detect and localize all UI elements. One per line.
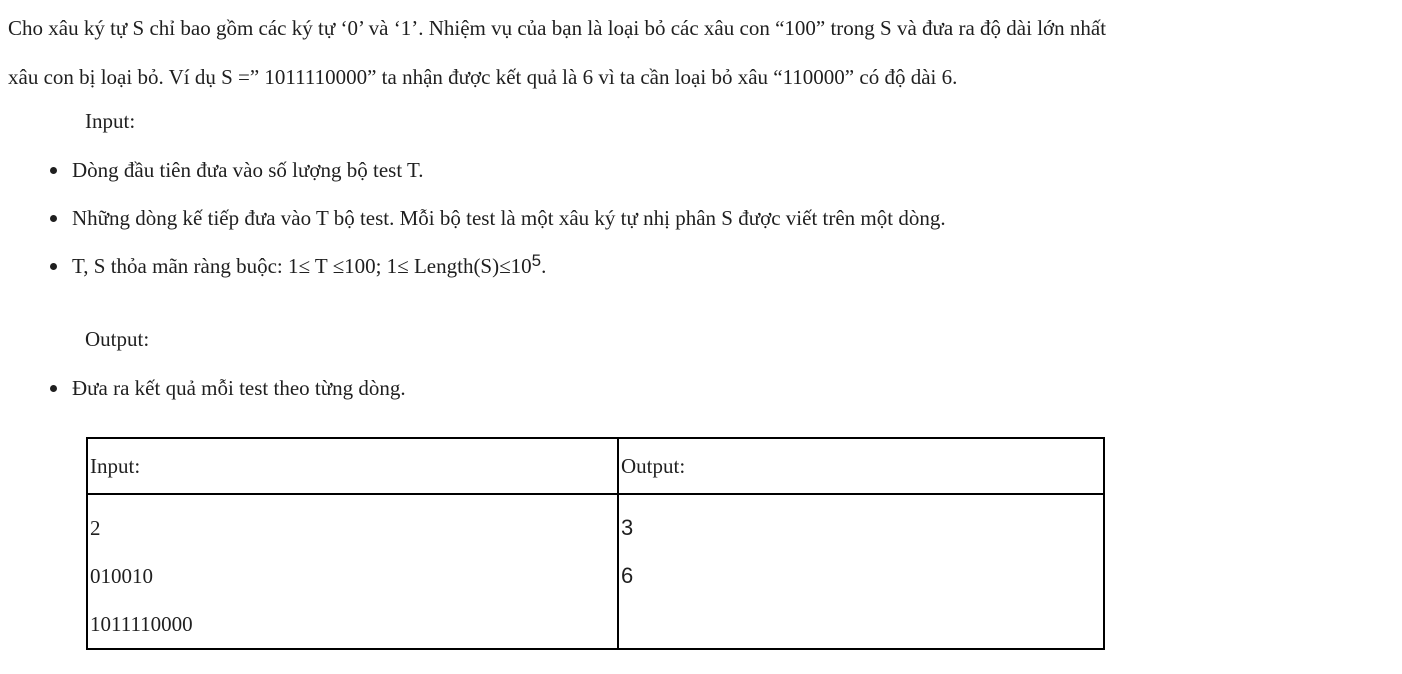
constraint-item bbox=[0, 251, 946, 299]
bullet-icon bbox=[50, 385, 57, 392]
input-spec-text: Dòng đầu tiên đưa vào số lượng bộ test T. bbox=[72, 158, 424, 182]
input-spec-item bbox=[0, 203, 946, 251]
example-output-line: 6 bbox=[621, 563, 634, 588]
example-input-cell bbox=[87, 494, 618, 649]
bullet-icon bbox=[50, 167, 57, 174]
example-table-header-row bbox=[87, 438, 1104, 494]
input-spec-list bbox=[0, 155, 946, 299]
constraint-exponent: 5 bbox=[531, 251, 542, 270]
constraint-text: T, S thỏa mãn ràng buộc: 1≤ T ≤100; 1≤ Length(S)≤10 bbox=[72, 254, 532, 278]
example-output-lines bbox=[619, 495, 1103, 600]
example-output-header: Output: bbox=[621, 454, 686, 478]
example-input-line: 010010 bbox=[90, 564, 153, 588]
example-output-cell bbox=[618, 494, 1104, 649]
example-table-row bbox=[87, 494, 1104, 649]
bullet-icon bbox=[50, 263, 57, 270]
output-spec-text: Đưa ra kết quả mỗi test theo từng dòng. bbox=[72, 376, 406, 400]
problem-description-line-1: Cho xâu ký tự S chỉ bao gồm các ký tự ‘0’ và ‘1’. Nhiệm vụ của bạn là loại bỏ các xâu con “100” trong S và đưa ra độ dài lớn nhất bbox=[8, 16, 1107, 40]
input-heading: Input: bbox=[85, 109, 136, 133]
bullet-icon bbox=[50, 215, 57, 222]
example-output-header-cell bbox=[618, 438, 1104, 494]
example-input-lines bbox=[88, 495, 617, 648]
example-input-line: 1011110000 bbox=[90, 612, 193, 636]
input-spec-item bbox=[0, 155, 946, 203]
input-spec-text: Những dòng kế tiếp đưa vào T bộ test. Mỗi bộ test là một xâu ký tự nhị phân S được viết trên một dòng. bbox=[72, 206, 946, 230]
example-input-header: Input: bbox=[90, 454, 141, 478]
output-heading: Output: bbox=[85, 327, 150, 351]
output-spec-item bbox=[0, 373, 406, 421]
example-input-header-cell bbox=[87, 438, 618, 494]
example-output-line: 3 bbox=[621, 515, 634, 540]
problem-description bbox=[8, 4, 1394, 102]
problem-description-line-2: xâu con bị loại bỏ. Ví dụ S =” 1011110000” ta nhận được kết quả là 6 vì ta cần loại bỏ xâu “110000” có độ dài 6. bbox=[8, 65, 958, 89]
constraint-period: . bbox=[541, 254, 547, 278]
example-input-line: 2 bbox=[90, 516, 101, 540]
example-table bbox=[86, 437, 1105, 650]
output-spec-list bbox=[0, 373, 406, 421]
